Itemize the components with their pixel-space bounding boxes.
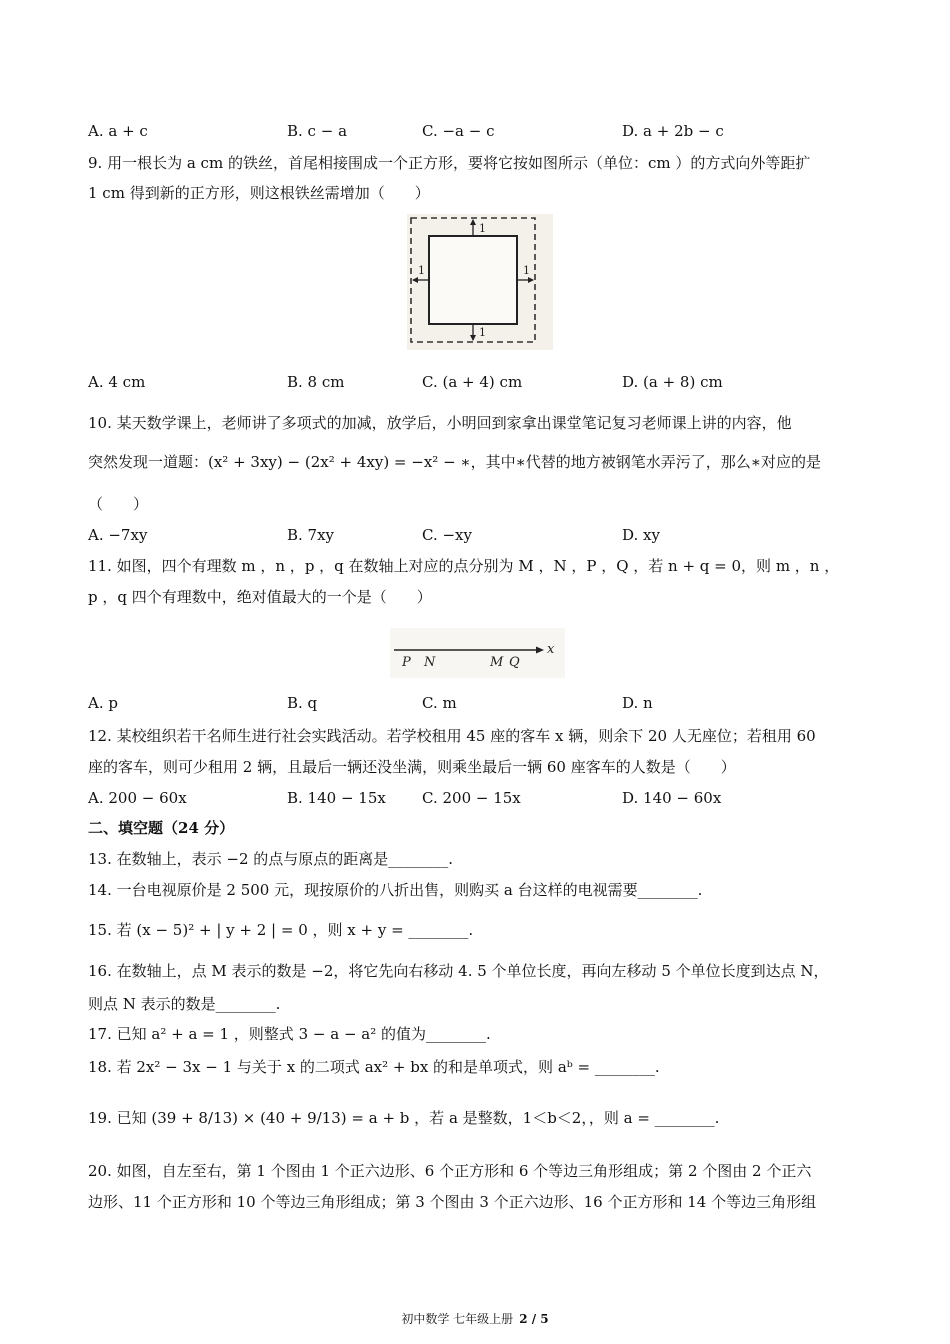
q20-line1: 20. 如图，自左至右，第 1 个图由 1 个正六边形、6 个正方形和 6 个等边三角形组成；第 2 个图由 2 个正六: [88, 1162, 812, 1180]
page-number: 2 / 5: [519, 1312, 549, 1326]
q8-option-a: A. a + c: [88, 122, 148, 140]
q10-stem-line3: （ ）: [88, 495, 149, 513]
q10-option-d: D. xy: [622, 526, 660, 544]
q9-stem-line1: 9. 用一根长为 a cm 的铁丝，首尾相接围成一个正方形，要将它按如图所示（单位：cm ）的方式向外等距扩: [88, 154, 811, 172]
section-title: 二、填空题（24 分）: [88, 819, 235, 837]
axis-label-p: P: [402, 655, 411, 670]
axis-label-m: M: [490, 655, 504, 670]
q9-option-a: A. 4 cm: [88, 373, 146, 391]
q9-option-b: B. 8 cm: [287, 373, 345, 391]
q16-line2: 则点 N 表示的数是________.: [88, 995, 281, 1013]
footer-text: 初中数学 七年级上册: [401, 1312, 514, 1326]
axis-label-n: N: [424, 655, 436, 670]
q11-stem-line1: 11. 如图，四个有理数 m ，n ，p ，q 在数轴上对应的点分别为 M ，N ，P ，Q ，若 n + q = 0，则 m ，n ，: [88, 557, 840, 575]
q11-option-b: B. q: [287, 694, 318, 712]
q12-option-d: D. 140 − 60x: [622, 789, 722, 807]
q11-stem-line2: p ，q 四个有理数中，绝对值最大的一个是（ ）: [88, 588, 432, 606]
q9-label-top: 1: [479, 222, 486, 235]
q12-stem-line2: 座的客车，则可少租用 2 辆，且最后一辆还没坐满，则乘坐最后一辆 60 座客车的人数是（ ）: [88, 758, 736, 776]
q8-option-c: C. −a − c: [422, 122, 495, 140]
q9-stem-line2: 1 cm 得到新的正方形，则这根铁丝需增加（ ）: [88, 184, 430, 202]
q12-option-a: A. 200 − 60x: [88, 789, 187, 807]
page-footer: [0, 1310, 950, 1327]
axis-label-x: x: [547, 642, 555, 657]
q15: 15. 若 (x − 5)² + | y + 2 | = 0 ，则 x + y = ________.: [88, 921, 474, 939]
q19: 19. 已知 (39 + 8/13) × (40 + 9/13) = a + b ，若 a 是整数，1＜b＜2，，则 a = ________.: [88, 1109, 720, 1127]
q12-option-b: B. 140 − 15x: [287, 789, 386, 807]
q17: 17. 已知 a² + a = 1 ，则整式 3 − a − a² 的值为________.: [88, 1025, 491, 1043]
q14: 14. 一台电视原价是 2 500 元，现按原价的八折出售，则购买 a 台这样的电视需要________.: [88, 881, 703, 899]
q20-line2: 边形、11 个正方形和 10 个等边三角形组成；第 3 个图由 3 个正六边形、16 个正方形和 14 个等边三角形组: [88, 1193, 817, 1211]
q9-square-figure: [405, 212, 555, 352]
q10-stem-line1: 10. 某天数学课上，老师讲了多项式的加减，放学后，小明回到家拿出课堂笔记复习老师课上讲的内容，他: [88, 414, 792, 432]
q10-option-a: A. −7xy: [88, 526, 148, 544]
q8-option-d: D. a + 2b − c: [622, 122, 724, 140]
q11-number-line: [390, 628, 565, 678]
q9-option-c: C. (a + 4) cm: [422, 373, 523, 391]
q11-option-d: D. n: [622, 694, 653, 712]
q12-option-c: C. 200 − 15x: [422, 789, 521, 807]
q11-option-a: A. p: [88, 694, 118, 712]
axis-label-q: Q: [509, 655, 520, 670]
q13: 13. 在数轴上，表示 −2 的点与原点的距离是________.: [88, 850, 454, 868]
q9-option-d: D. (a + 8) cm: [622, 373, 723, 391]
q10-option-c: C. −xy: [422, 526, 472, 544]
q8-option-b: B. c − a: [287, 122, 348, 140]
q11-option-c: C. m: [422, 694, 457, 712]
q12-stem-line1: 12. 某校组织若干名师生进行社会实践活动。若学校租用 45 座的客车 x 辆，则余下 20 人无座位；若租用 60: [88, 727, 816, 745]
q16-line1: 16. 在数轴上，点 M 表示的数是 −2，将它先向右移动 4. 5 个单位长度，再向左移动 5 个单位长度到达点 N，: [88, 962, 829, 980]
q9-label-bottom: 1: [479, 326, 486, 339]
q10-stem-line2: 突然发现一道题：(x² + 3xy) − (2x² + 4xy) = −x² − ∗，其中∗代替的地方被钢笔水弄污了，那么∗对应的是: [88, 453, 822, 471]
q9-label-right: 1: [523, 264, 530, 277]
q9-label-left: 1: [418, 264, 425, 277]
q10-option-b: B. 7xy: [287, 526, 335, 544]
q18: 18. 若 2x² − 3x − 1 与关于 x 的二项式 ax² + bx 的和是单项式，则 aᵇ = ________.: [88, 1058, 660, 1076]
